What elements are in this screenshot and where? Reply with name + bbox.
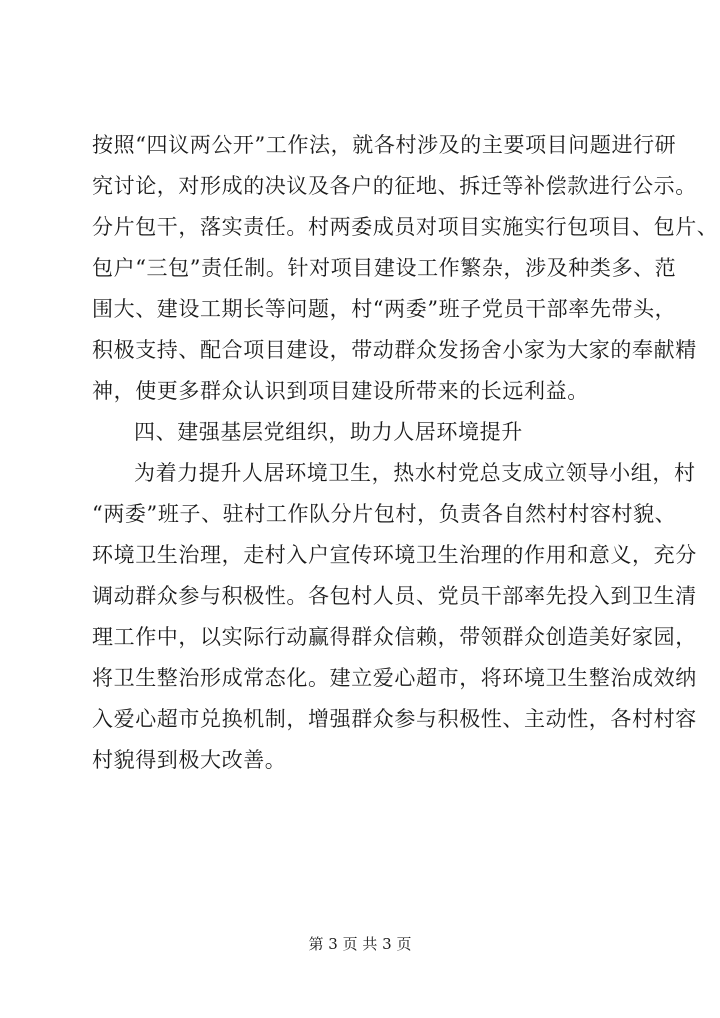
paragraph-line: 环境卫生治理，走村入户宣传环境卫生治理的作用和意义，充分 [92, 543, 697, 567]
paragraph-line: 包户“三包”责任制。针对项目建设工作繁杂，涉及种类多、范 [92, 256, 677, 280]
paragraph-line: 神，使更多群众认识到项目建设所带来的长远利益。 [92, 379, 589, 403]
paragraph-line: 按照“四议两公开”工作法，就各村涉及的主要项目问题进行研 [92, 133, 677, 157]
paragraph-line: 村貌得到极大改善。 [92, 748, 287, 772]
page-number-footer: 第 3 页 共 3 页 [308, 935, 412, 953]
paragraph-line: 究讨论，对形成的决议及各户的征地、拆迁等补偿款进行公示。 [92, 174, 697, 198]
paragraph-line: 入爱心超市兑换机制，增强群众参与积极性、主动性，各村村容 [92, 707, 697, 731]
section-heading: 四、建强基层党组织，助力人居环境提升 [134, 420, 523, 444]
paragraph-line: 围大、建设工期长等问题，村“两委”班子党员干部率先带头， [92, 297, 677, 321]
paragraph-line: 为着力提升人居环境卫生，热水村党总支成立领导小组，村 [134, 461, 696, 485]
paragraph-line: 调动群众参与积极性。各包村人员、党员干部率先投入到卫生清 [92, 584, 697, 608]
paragraph-line: 理工作中，以实际行动赢得群众信赖，带领群众创造美好家园， [92, 625, 697, 649]
paragraph-line: “两委”班子、驻村工作队分片包村，负责各自然村村容村貌、 [92, 502, 677, 526]
paragraph-line: 分片包干，落实责任。村两委成员对项目实施实行包项目、包片、 [92, 215, 719, 239]
paragraph-line: 积极支持、配合项目建设，带动群众发扬舍小家为大家的奉献精 [92, 338, 697, 362]
paragraph-line: 将卫生整治形成常态化。建立爱心超市，将环境卫生整治成效纳 [92, 666, 697, 690]
